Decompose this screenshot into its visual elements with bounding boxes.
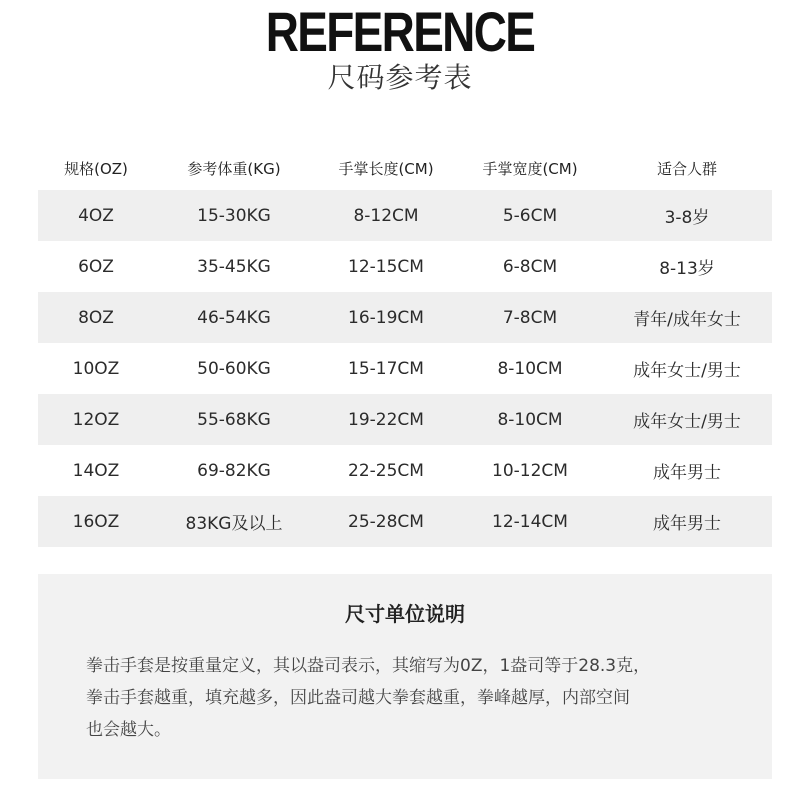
weight-cell: 83KG及以上 [185,514,283,534]
column-header-suitable-people: 适合人群 [656,159,717,178]
palm-length-cell: 15-17CM [348,358,424,379]
table-row [38,190,772,241]
weight-cell: 15-30KG [197,205,271,226]
table-row [38,343,772,394]
suitable-people-cell: 成年女士/男士 [633,412,741,432]
suitable-people-cell: 青年/成年女士 [633,310,741,330]
size-cell: 12OZ [72,409,120,430]
palm-width-cell: 8-10CM [497,409,563,430]
weight-cell: 69-82KG [197,460,271,481]
palm-width-cell: 6-8CM [502,256,558,277]
explanation-line: 拳击手套越重，填充越多，因此盎司越大拳套越重，拳峰越厚，内部空间 [86,688,630,708]
reference-title: REFERENCE [265,0,535,63]
table-row [38,394,772,445]
size-cell: 8OZ [78,307,114,328]
suitable-people-cell: 成年男士 [653,514,721,534]
size-table [38,146,772,547]
weight-cell: 46-54KG [197,307,271,328]
column-header-weight: 参考体重(KG) [187,159,281,178]
palm-width-cell: 8-10CM [497,358,563,379]
size-chart-subtitle: 尺码参考表 [327,61,473,94]
palm-width-cell: 10-12CM [492,460,568,481]
column-header-size: 规格(OZ) [64,159,128,178]
table-row [38,292,772,343]
palm-length-cell: 22-25CM [348,460,424,481]
unit-explanation-title: 尺寸单位说明 [345,602,465,626]
palm-length-cell: 12-15CM [348,256,424,277]
table-row [38,496,772,547]
explanation-line: 拳击手套是按重量定义，其以盎司表示，其缩写为0Z，1盎司等于28.3克， [86,656,651,676]
column-header-palm-width: 手掌宽度(CM) [482,159,578,178]
weight-cell: 50-60KG [197,358,271,379]
palm-width-cell: 5-6CM [502,205,558,226]
weight-cell: 55-68KG [197,409,271,430]
column-header-palm-length: 手掌长度(CM) [338,159,434,178]
table-row [38,241,772,292]
unit-explanation-text [86,650,736,746]
size-cell: 4OZ [78,205,114,226]
palm-width-cell: 12-14CM [492,511,568,532]
palm-length-cell: 16-19CM [348,307,424,328]
table-header-row [38,146,772,190]
size-cell: 10OZ [72,358,120,379]
suitable-people-cell: 成年女士/男士 [633,361,741,381]
size-cell: 6OZ [78,256,114,277]
palm-length-cell: 25-28CM [348,511,424,532]
palm-length-cell: 8-12CM [353,205,419,226]
size-cell: 14OZ [72,460,120,481]
palm-length-cell: 19-22CM [348,409,424,430]
size-cell: 16OZ [72,511,120,532]
suitable-people-cell: 成年男士 [653,463,721,483]
unit-explanation-panel [38,574,772,779]
weight-cell: 35-45KG [197,256,271,277]
suitable-people-cell: 3-8岁 [664,208,710,228]
palm-width-cell: 7-8CM [502,307,558,328]
suitable-people-cell: 8-13岁 [659,259,715,279]
explanation-line: 也会越大。 [86,720,171,740]
table-row [38,445,772,496]
